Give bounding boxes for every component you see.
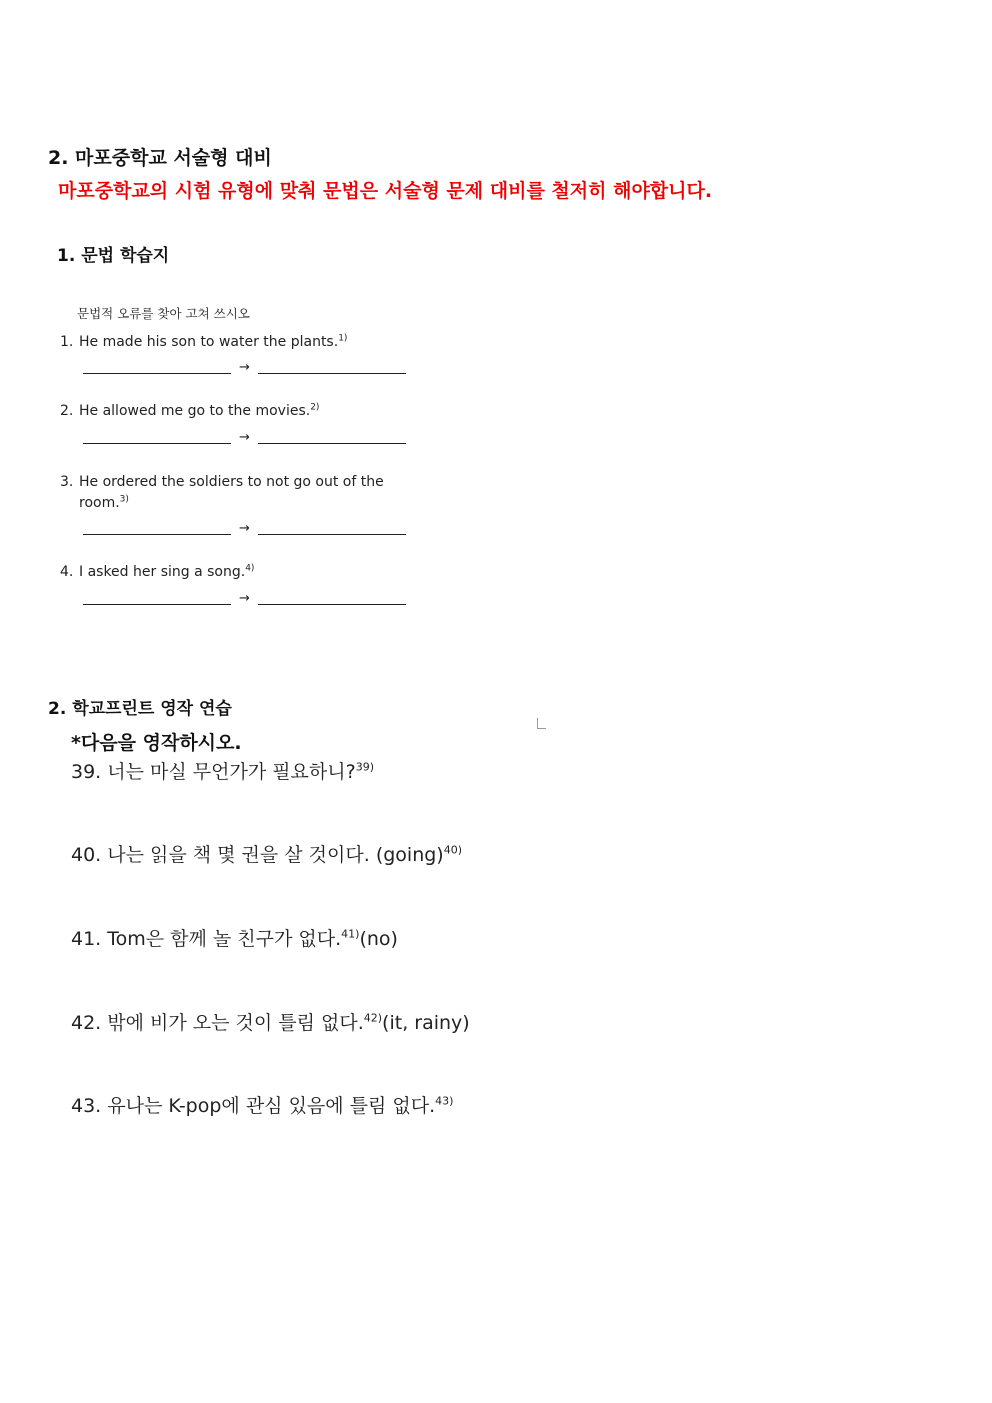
footnote-marker: 42) <box>363 1011 383 1025</box>
item-text: 41. Tom은 함께 놀 친구가 없다. <box>71 928 342 950</box>
footnote-marker: 2) <box>310 402 320 413</box>
arrow-icon: → <box>239 521 250 536</box>
question-2 <box>60 401 319 422</box>
practice-item-42 <box>71 1008 470 1035</box>
footnote-marker: 43) <box>435 1094 454 1108</box>
practice-item-43 <box>71 1091 453 1118</box>
footnote-marker: 40) <box>443 843 463 857</box>
worksheet-title: 1. 문법 학습지 <box>57 246 170 266</box>
section-title: 2. 마포중학교 서술형 대비 <box>48 147 272 169</box>
question-text: He ordered the soldiers to not go out of the <box>79 474 384 490</box>
practice-item-40 <box>71 840 462 867</box>
footnote-marker: 3) <box>119 494 129 505</box>
item-hint: (no) <box>359 928 398 950</box>
arrow-icon: → <box>239 591 250 606</box>
question-4 <box>60 562 254 583</box>
question-number: 4. <box>60 564 74 580</box>
footnote-marker: 39) <box>355 760 375 774</box>
answer-row-2 <box>83 431 406 444</box>
item-hint: (it, rainy) <box>382 1012 470 1034</box>
answer-blank-wrong[interactable] <box>83 431 231 444</box>
item-text: 42. 밖에 비가 오는 것이 틀림 없다. <box>71 1012 364 1034</box>
answer-blank-correct[interactable] <box>258 592 406 605</box>
question-text: He made his son to water the plants. <box>79 334 339 350</box>
item-text: 43. 유나는 K-pop에 관심 있음에 틀림 없다. <box>71 1095 436 1117</box>
practice-instruction: *다음을 영작하시오. <box>71 732 242 754</box>
answer-blank-wrong[interactable] <box>83 592 231 605</box>
arrow-icon: → <box>239 430 250 445</box>
question-number: 1. <box>60 334 74 350</box>
question-1 <box>60 332 347 353</box>
answer-blank-correct[interactable] <box>258 431 406 444</box>
item-text: 40. 나는 읽을 책 몇 권을 살 것이다. (going) <box>71 844 444 866</box>
answer-blank-wrong[interactable] <box>83 522 231 535</box>
arrow-icon: → <box>239 360 250 375</box>
answer-row-4 <box>83 592 406 605</box>
answer-blank-wrong[interactable] <box>83 361 231 374</box>
footnote-marker: 1) <box>338 333 348 344</box>
footnote-marker: 4) <box>245 563 255 574</box>
question-text: He allowed me go to the movies. <box>79 403 311 419</box>
item-text: 39. 너는 마실 무언가가 필요하니? <box>71 761 356 783</box>
answer-row-1 <box>83 361 406 374</box>
question-text: I asked her sing a song. <box>79 564 246 580</box>
notice-text: 마포중학교의 시험 유형에 맞춰 문법은 서술형 문제 대비를 철저히 해야합니다. <box>58 180 713 202</box>
worksheet-instruction: 문법적 오류를 찾아 고쳐 쓰시오 <box>77 306 250 321</box>
practice-item-41 <box>71 924 398 951</box>
question-text-continued: room. <box>79 495 120 511</box>
question-number: 3. <box>60 474 74 490</box>
question-number: 2. <box>60 403 74 419</box>
question-3 <box>60 472 384 514</box>
corner-mark <box>537 718 546 729</box>
answer-row-3 <box>83 522 406 535</box>
practice-item-39 <box>71 757 374 784</box>
practice-title: 2. 학교프린트 영작 연습 <box>48 699 232 719</box>
footnote-marker: 41) <box>341 927 360 941</box>
answer-blank-correct[interactable] <box>258 361 406 374</box>
answer-blank-correct[interactable] <box>258 522 406 535</box>
